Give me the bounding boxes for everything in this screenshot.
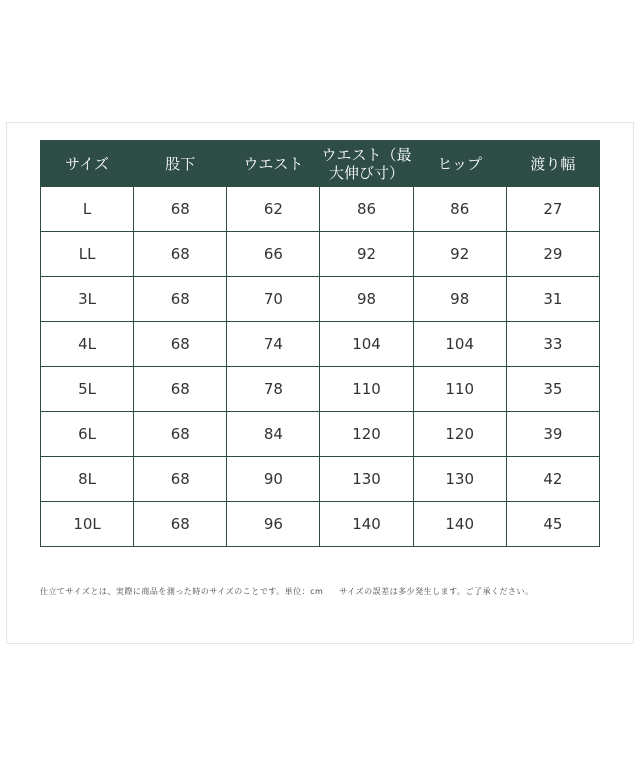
- cell-inseam: 68: [134, 457, 227, 502]
- size-note: [40, 586, 534, 597]
- cell-waist-max-stretch: 110: [320, 367, 413, 412]
- cell-hip: 120: [413, 412, 506, 457]
- cell-size: LL: [41, 232, 134, 277]
- cell-hip: 98: [413, 277, 506, 322]
- cell-waist: 78: [227, 367, 320, 412]
- table-row: [41, 502, 600, 547]
- cell-size: 10L: [41, 502, 134, 547]
- cell-size: 8L: [41, 457, 134, 502]
- cell-size: L: [41, 187, 134, 232]
- table-row: [41, 457, 600, 502]
- cell-thigh-width: 27: [506, 187, 599, 232]
- cell-size: 3L: [41, 277, 134, 322]
- cell-inseam: 68: [134, 412, 227, 457]
- table-header: [41, 141, 600, 187]
- cell-waist-max-stretch: 98: [320, 277, 413, 322]
- header-waist: ウエスト: [227, 141, 320, 187]
- cell-thigh-width: 42: [506, 457, 599, 502]
- cell-inseam: 68: [134, 187, 227, 232]
- cell-inseam: 68: [134, 232, 227, 277]
- cell-size: 4L: [41, 322, 134, 367]
- header-inseam: 股下: [134, 141, 227, 187]
- table-row: [41, 322, 600, 367]
- cell-hip: 104: [413, 322, 506, 367]
- cell-waist: 74: [227, 322, 320, 367]
- cell-thigh-width: 33: [506, 322, 599, 367]
- header-waist-max-stretch: ウエスト（最大伸び寸）: [320, 141, 413, 187]
- cell-waist-max-stretch: 104: [320, 322, 413, 367]
- size-chart-table: [40, 140, 600, 547]
- note-tolerance: サイズの誤差は多少発生します。ご了承ください。: [339, 587, 534, 596]
- cell-thigh-width: 35: [506, 367, 599, 412]
- table-row: [41, 367, 600, 412]
- cell-hip: 92: [413, 232, 506, 277]
- header-row: [41, 141, 600, 187]
- cell-waist: 90: [227, 457, 320, 502]
- cell-inseam: 68: [134, 277, 227, 322]
- note-measurement: 仕立てサイズとは、実際に商品を測った時のサイズのことです。単位：cm: [40, 587, 324, 596]
- cell-hip: 86: [413, 187, 506, 232]
- cell-waist: 70: [227, 277, 320, 322]
- cell-thigh-width: 45: [506, 502, 599, 547]
- header-thigh-width: 渡り幅: [506, 141, 599, 187]
- cell-inseam: 68: [134, 322, 227, 367]
- cell-hip: 110: [413, 367, 506, 412]
- cell-thigh-width: 31: [506, 277, 599, 322]
- cell-waist-max-stretch: 130: [320, 457, 413, 502]
- header-hip: ヒップ: [413, 141, 506, 187]
- cell-inseam: 68: [134, 502, 227, 547]
- cell-thigh-width: 29: [506, 232, 599, 277]
- cell-waist: 84: [227, 412, 320, 457]
- header-size: サイズ: [41, 141, 134, 187]
- table-row: [41, 412, 600, 457]
- cell-waist-max-stretch: 92: [320, 232, 413, 277]
- cell-thigh-width: 39: [506, 412, 599, 457]
- table-body: [41, 187, 600, 547]
- cell-waist-max-stretch: 140: [320, 502, 413, 547]
- cell-waist: 96: [227, 502, 320, 547]
- cell-waist-max-stretch: 120: [320, 412, 413, 457]
- cell-inseam: 68: [134, 367, 227, 412]
- cell-size: 6L: [41, 412, 134, 457]
- cell-hip: 140: [413, 502, 506, 547]
- cell-waist-max-stretch: 86: [320, 187, 413, 232]
- cell-waist: 66: [227, 232, 320, 277]
- cell-hip: 130: [413, 457, 506, 502]
- table-row: [41, 232, 600, 277]
- cell-size: 5L: [41, 367, 134, 412]
- cell-waist: 62: [227, 187, 320, 232]
- table-row: [41, 277, 600, 322]
- table-row: [41, 187, 600, 232]
